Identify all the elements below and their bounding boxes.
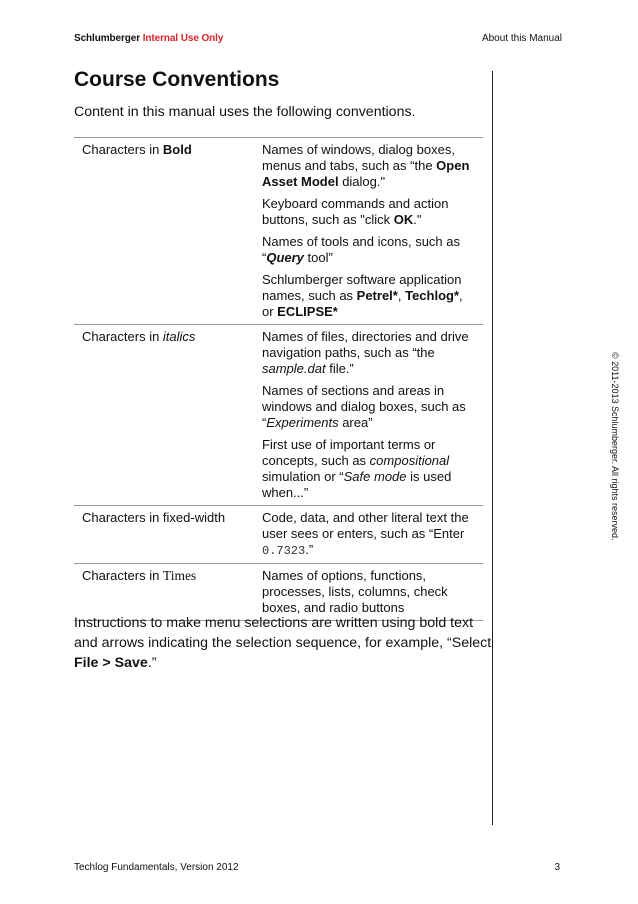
- conventions-table: [74, 137, 483, 621]
- table-row: [74, 506, 483, 564]
- table-row: [74, 325, 483, 506]
- page-number: 3: [554, 862, 560, 873]
- table-row: [74, 138, 483, 325]
- row-description: Names of files, directories and drive navigation paths, such as “the sample.dat file.” Names of sections and areas in windows and dialog boxes, such as “Experiments area” First use of important terms or concepts, such as compositional simulation or “Safe mode is used when...”: [252, 325, 483, 506]
- row-description: Code, data, and other literal text the user sees or enters, such as “Enter 0.7323.”: [252, 506, 483, 564]
- intro-text: Content in this manual uses the following conventions.: [74, 104, 416, 120]
- page-title: Course Conventions: [74, 68, 280, 91]
- brand-name: Schlumberger: [74, 33, 141, 44]
- margin-divider: [492, 71, 493, 825]
- row-description: Names of windows, dialog boxes, menus and tabs, such as “the Open Asset Model dialog." Keyboard commands and action buttons, such as "click OK." Names of tools and icons, such as “Query tool” Schlumberger software application names, such as Petrel*, Techlog*, or ECLIPSE*: [252, 138, 483, 325]
- row-label: Characters in Bold: [74, 138, 252, 325]
- copyright-notice: © 2011-2013 Schlumberger. All rights reserved.: [610, 352, 620, 541]
- table-row: [74, 564, 483, 621]
- row-label: Characters in italics: [74, 325, 252, 506]
- footer-document-title: Techlog Fundamentals, Version 2012: [74, 862, 239, 873]
- row-description: Names of options, functions, processes, lists, columns, check boxes, and radio buttons: [252, 564, 483, 621]
- row-label: Characters in fixed-width: [74, 506, 252, 564]
- menu-instructions: Instructions to make menu selections are written using bold text and arrows indicating the selection sequence, for example, “Select File > Save.”: [74, 615, 492, 671]
- header-section: About this Manual: [481, 33, 562, 44]
- classification-label: Internal Use Only: [142, 33, 224, 44]
- row-label: Characters in Times: [74, 564, 252, 621]
- header-brand: [74, 33, 223, 44]
